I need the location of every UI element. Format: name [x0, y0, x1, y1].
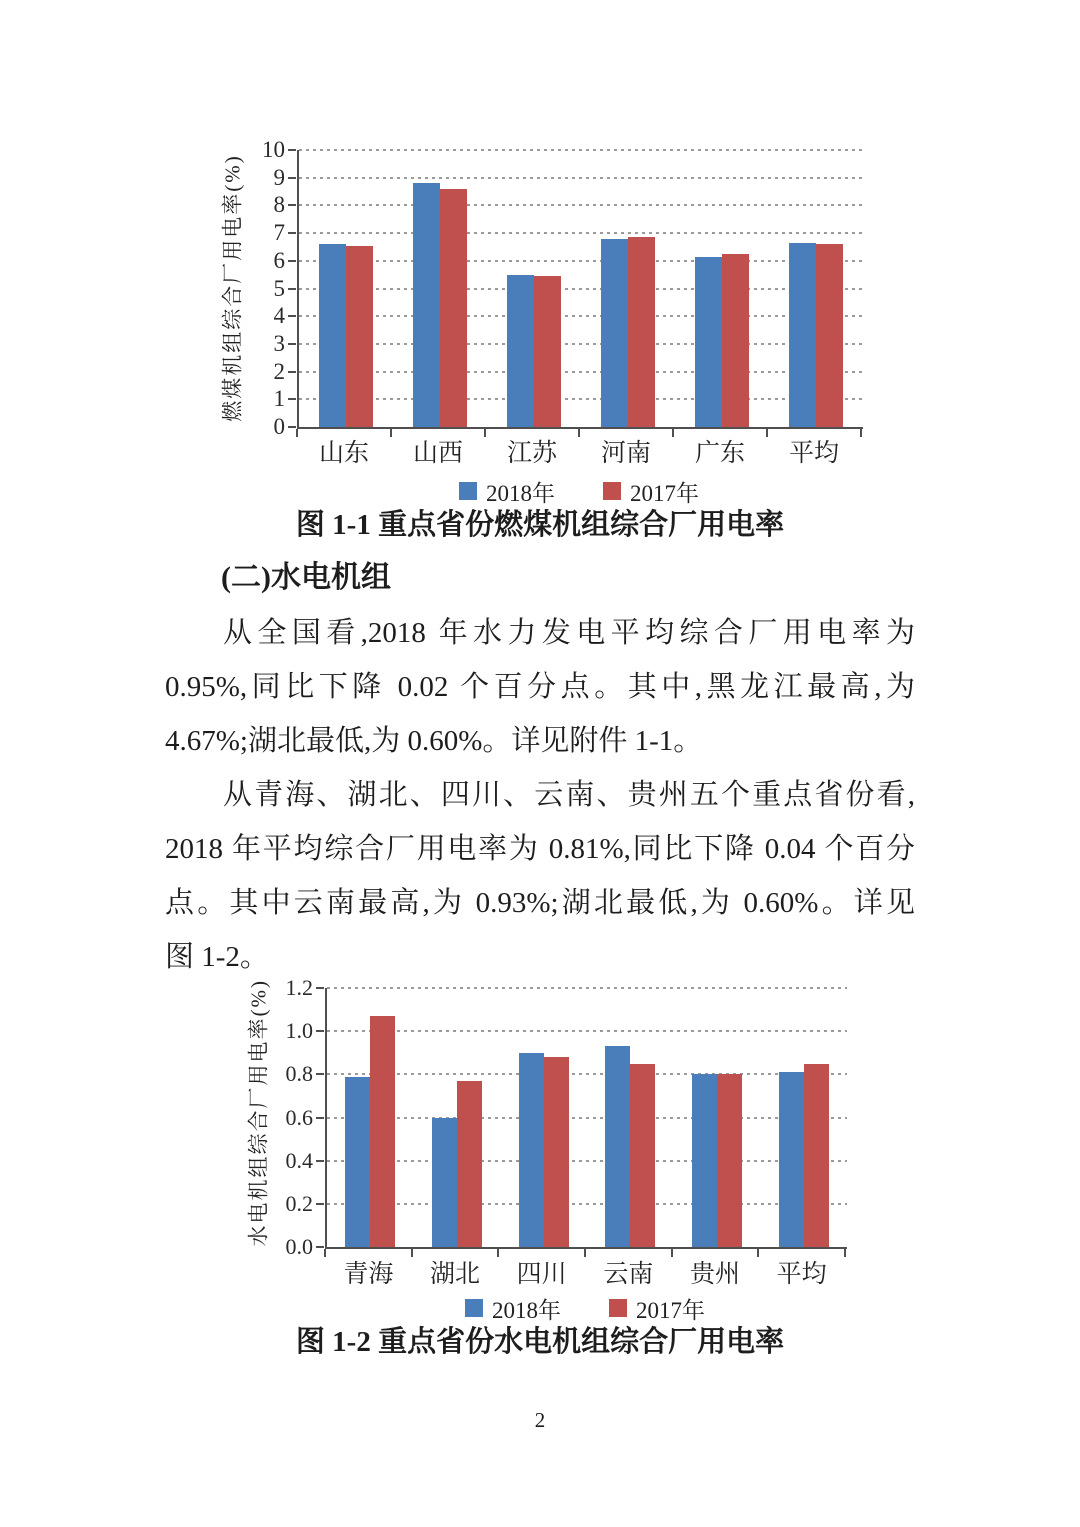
figure2-caption: 图 1-2 重点省份水电机组综合厂用电率 [295, 1326, 785, 1358]
bar-2018 [692, 1074, 717, 1247]
y-tick-mark [316, 1073, 324, 1075]
x-tick-mark [672, 429, 674, 437]
bar-2017 [630, 1064, 655, 1247]
x-tick-mark [860, 429, 862, 437]
legend-swatch-2017-icon [609, 1299, 627, 1317]
category-label: 广东 [694, 440, 745, 467]
y-tick-label: 1.2 [285, 975, 313, 1000]
y-tick-mark [288, 232, 296, 234]
y-tick-mark [288, 426, 296, 428]
gridline [299, 149, 863, 151]
bar-2018 [519, 1053, 544, 1247]
y-tick-mark [316, 1246, 324, 1248]
bar-2017 [457, 1081, 482, 1247]
y-tick-mark [288, 177, 296, 179]
y-tick-label: 0.8 [285, 1061, 313, 1087]
legend-entry-2018 [459, 475, 555, 508]
y-axis-title: 水电机组综合厂用电率(%) [246, 979, 270, 1247]
category-label: 河南 [600, 440, 651, 467]
gridline [299, 204, 863, 206]
paragraph-line: 4.67%;湖北最低,为 0.60%。详见附件 1-1。 [165, 725, 703, 757]
category-label: 山东 [318, 440, 369, 467]
x-tick-mark [324, 1249, 326, 1257]
paragraph-line: 2018 年平均综合厂用电率为 0.81%,同比下降 0.04 个百分 [165, 833, 915, 865]
figure1-caption: 图 1-1 重点省份燃煤机组综合厂用电率 [295, 509, 785, 541]
chart2-legend [325, 1294, 845, 1322]
paragraph-line: 图 1-2。 [165, 941, 269, 973]
plot-area [297, 150, 863, 429]
x-tick-mark [766, 429, 768, 437]
y-tick-mark [288, 260, 296, 262]
gridline [299, 398, 863, 400]
bar-2018 [695, 257, 722, 427]
legend-label-2018: 2018年 [492, 1297, 561, 1323]
bar-2017 [440, 189, 467, 427]
y-tick-mark [316, 1160, 324, 1162]
gridline [327, 1203, 847, 1205]
legend-label-2018: 2018年 [486, 480, 555, 506]
x-tick-mark [844, 1249, 846, 1257]
paragraph-line: 从全国看,2018 年水力发电平均综合厂用电率为 [223, 617, 915, 649]
category-label: 四川 [516, 1261, 567, 1288]
category-label: 云南 [603, 1261, 654, 1288]
bar-2018 [605, 1046, 630, 1247]
x-tick-mark [584, 1249, 586, 1257]
bar-2017 [346, 246, 373, 427]
y-tick-mark [288, 343, 296, 345]
bar-2017 [804, 1064, 829, 1247]
bar-2017 [544, 1057, 569, 1247]
legend-entry-2017 [603, 475, 699, 508]
bar-2018 [319, 244, 346, 427]
y-tick-mark [316, 987, 324, 989]
gridline [299, 343, 863, 345]
y-tick-label: 1.0 [285, 1018, 313, 1044]
category-label: 江苏 [506, 440, 557, 467]
bar-2018 [345, 1077, 370, 1248]
gridline [327, 1030, 847, 1032]
bar-2018 [601, 239, 628, 427]
bar-2017 [717, 1074, 742, 1247]
y-tick-mark [316, 1117, 324, 1119]
y-axis-title: 燃煤机组综合厂用电率(%) [220, 154, 244, 422]
y-tick-label: 10 [262, 137, 285, 162]
x-tick-mark [671, 1249, 673, 1257]
legend-label-2017: 2017年 [636, 1297, 705, 1323]
bar-2017 [628, 237, 655, 427]
bar-2018 [413, 183, 440, 427]
legend-label-2017: 2017年 [630, 480, 699, 506]
legend-entry-2018 [465, 1292, 561, 1325]
bar-2017 [816, 244, 843, 427]
x-tick-mark [296, 429, 298, 437]
category-label: 湖北 [429, 1261, 480, 1288]
bar-2018 [507, 275, 534, 427]
gridline [299, 260, 863, 262]
category-label: 平均 [788, 440, 839, 467]
y-tick-label: 0.4 [285, 1147, 313, 1173]
coal-units-chart [165, 137, 915, 475]
gridline [299, 288, 863, 290]
y-tick-label: 5 [273, 275, 285, 301]
gridline [299, 371, 863, 373]
y-tick-mark [288, 204, 296, 206]
gridline [327, 1117, 847, 1119]
gridline [327, 1073, 847, 1075]
paragraph-line: 点。其中云南最高,为 0.93%;湖北最低,为 0.60%。详见 [165, 887, 915, 919]
y-tick-label: 0.0 [285, 1234, 313, 1259]
legend-swatch-2018-icon [465, 1299, 483, 1317]
x-tick-mark [497, 1249, 499, 1257]
chart1-legend [297, 477, 861, 505]
gridline [327, 1160, 847, 1162]
y-tick-label: 9 [273, 164, 285, 190]
gridline [327, 987, 847, 989]
category-label: 贵州 [689, 1261, 740, 1288]
bar-2017 [370, 1016, 395, 1247]
y-tick-label: 0.6 [285, 1104, 313, 1130]
gridline [299, 315, 863, 317]
y-tick-label: 8 [273, 192, 285, 218]
plot-area [325, 988, 847, 1249]
y-tick-mark [316, 1030, 324, 1032]
bar-2017 [534, 276, 561, 427]
bar-2018 [432, 1118, 457, 1248]
y-tick-mark [288, 315, 296, 317]
y-tick-mark [288, 398, 296, 400]
paragraph-line: 0.95%,同比下降 0.02 个百分点。其中,黑龙江最高,为 [165, 671, 915, 703]
section-heading: (二)水电机组 [221, 561, 391, 594]
bar-2017 [722, 254, 749, 427]
y-tick-mark [288, 371, 296, 373]
page-number: 2 [534, 1408, 546, 1432]
category-label: 平均 [776, 1261, 827, 1288]
x-tick-mark [390, 429, 392, 437]
category-label: 山西 [412, 440, 463, 467]
legend-swatch-2018-icon [459, 482, 477, 500]
x-tick-mark [411, 1249, 413, 1257]
y-tick-mark [288, 288, 296, 290]
x-tick-mark [484, 429, 486, 437]
paragraph-line: 从青海、湖北、四川、云南、贵州五个重点省份看, [223, 779, 915, 811]
y-tick-label: 2 [273, 358, 285, 384]
y-tick-label: 1 [273, 386, 285, 412]
y-tick-label: 7 [273, 220, 285, 246]
y-tick-mark [288, 149, 296, 151]
gridline [299, 232, 863, 234]
hydro-units-chart [165, 975, 915, 1290]
category-label: 青海 [343, 1261, 394, 1288]
x-tick-mark [757, 1249, 759, 1257]
gridline [299, 177, 863, 179]
bar-2018 [779, 1072, 804, 1247]
y-tick-label: 3 [273, 330, 285, 356]
legend-entry-2017 [609, 1292, 705, 1325]
bar-2018 [789, 243, 816, 427]
y-tick-mark [316, 1203, 324, 1205]
x-tick-mark [578, 429, 580, 437]
legend-swatch-2017-icon [603, 482, 621, 500]
y-tick-label: 0.2 [285, 1190, 313, 1216]
y-tick-label: 4 [273, 303, 285, 329]
y-tick-label: 0 [273, 414, 285, 439]
y-tick-label: 6 [273, 247, 285, 273]
